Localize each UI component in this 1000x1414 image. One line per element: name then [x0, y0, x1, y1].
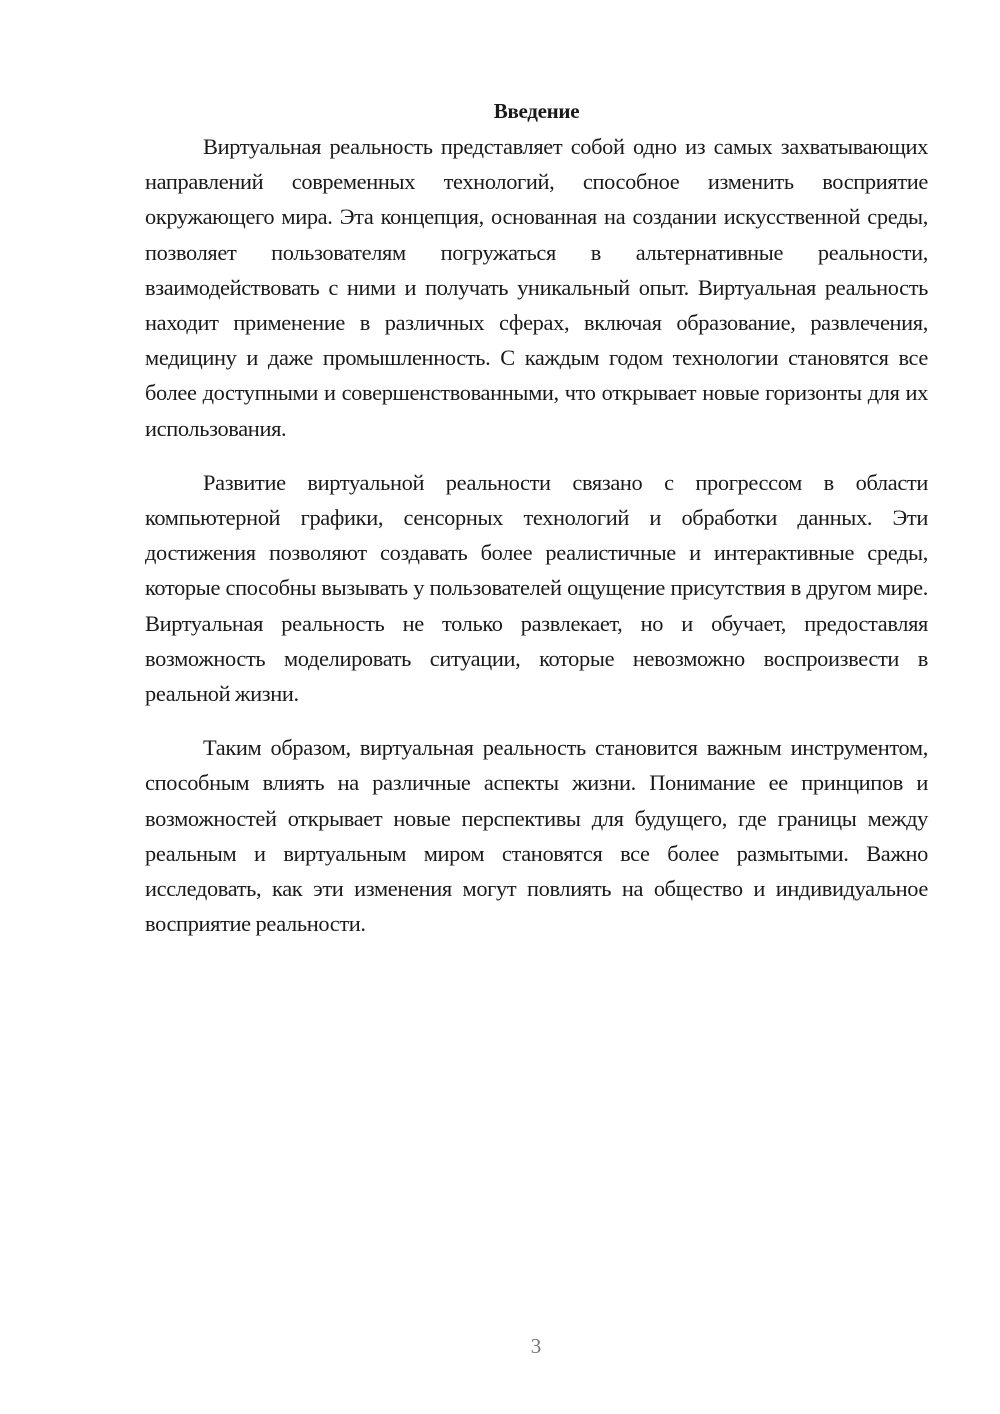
page-number: 3	[530, 1334, 542, 1358]
section-heading: Введение	[493, 99, 580, 123]
document-page	[145, 96, 928, 941]
paragraph-development: Развитие виртуальной реальности связано с прогрессом в области компьютерной графики, сенсорных технологий и обработки данных. Эти достижения позволяют создавать более реалистичные и интерактивные среды, которые способны вызывать у пользователей ощущение присутствия в другом мире. Виртуальная реальность не только развлекает, но и обучает, предоставляя возможность моделировать ситуации, которые невозможно воспроизвести в реальной жизни.	[145, 469, 928, 707]
paragraph-intro: Виртуальная реальность представляет собой одно из самых захватывающих направлений современных технологий, способное изменить восприятие окружающего мира. Эта концепция, основанная на создании искусственной среды, позволяет пользователям погружаться в альтернативные реальности, взаимодействовать с ними и получать уникальный опыт. Виртуальная реальность находит применение в различных сферах, включая образование, развлечения, медицину и даже промышленность. С каждым годом технологии становятся все более доступными и совершенствованными, что открывает новые горизонты для их использования.	[145, 134, 928, 441]
paragraph-conclusion: Таким образом, виртуальная реальность становится важным инструментом, способным влиять на различные аспекты жизни. Понимание ее принципов и возможностей открывает новые перспективы для будущего, где границы между реальным и виртуальным миром становятся все более размытыми. Важно исследовать, как эти изменения могут повлиять на общество и индивидуальное восприятие реальности.	[145, 735, 928, 937]
